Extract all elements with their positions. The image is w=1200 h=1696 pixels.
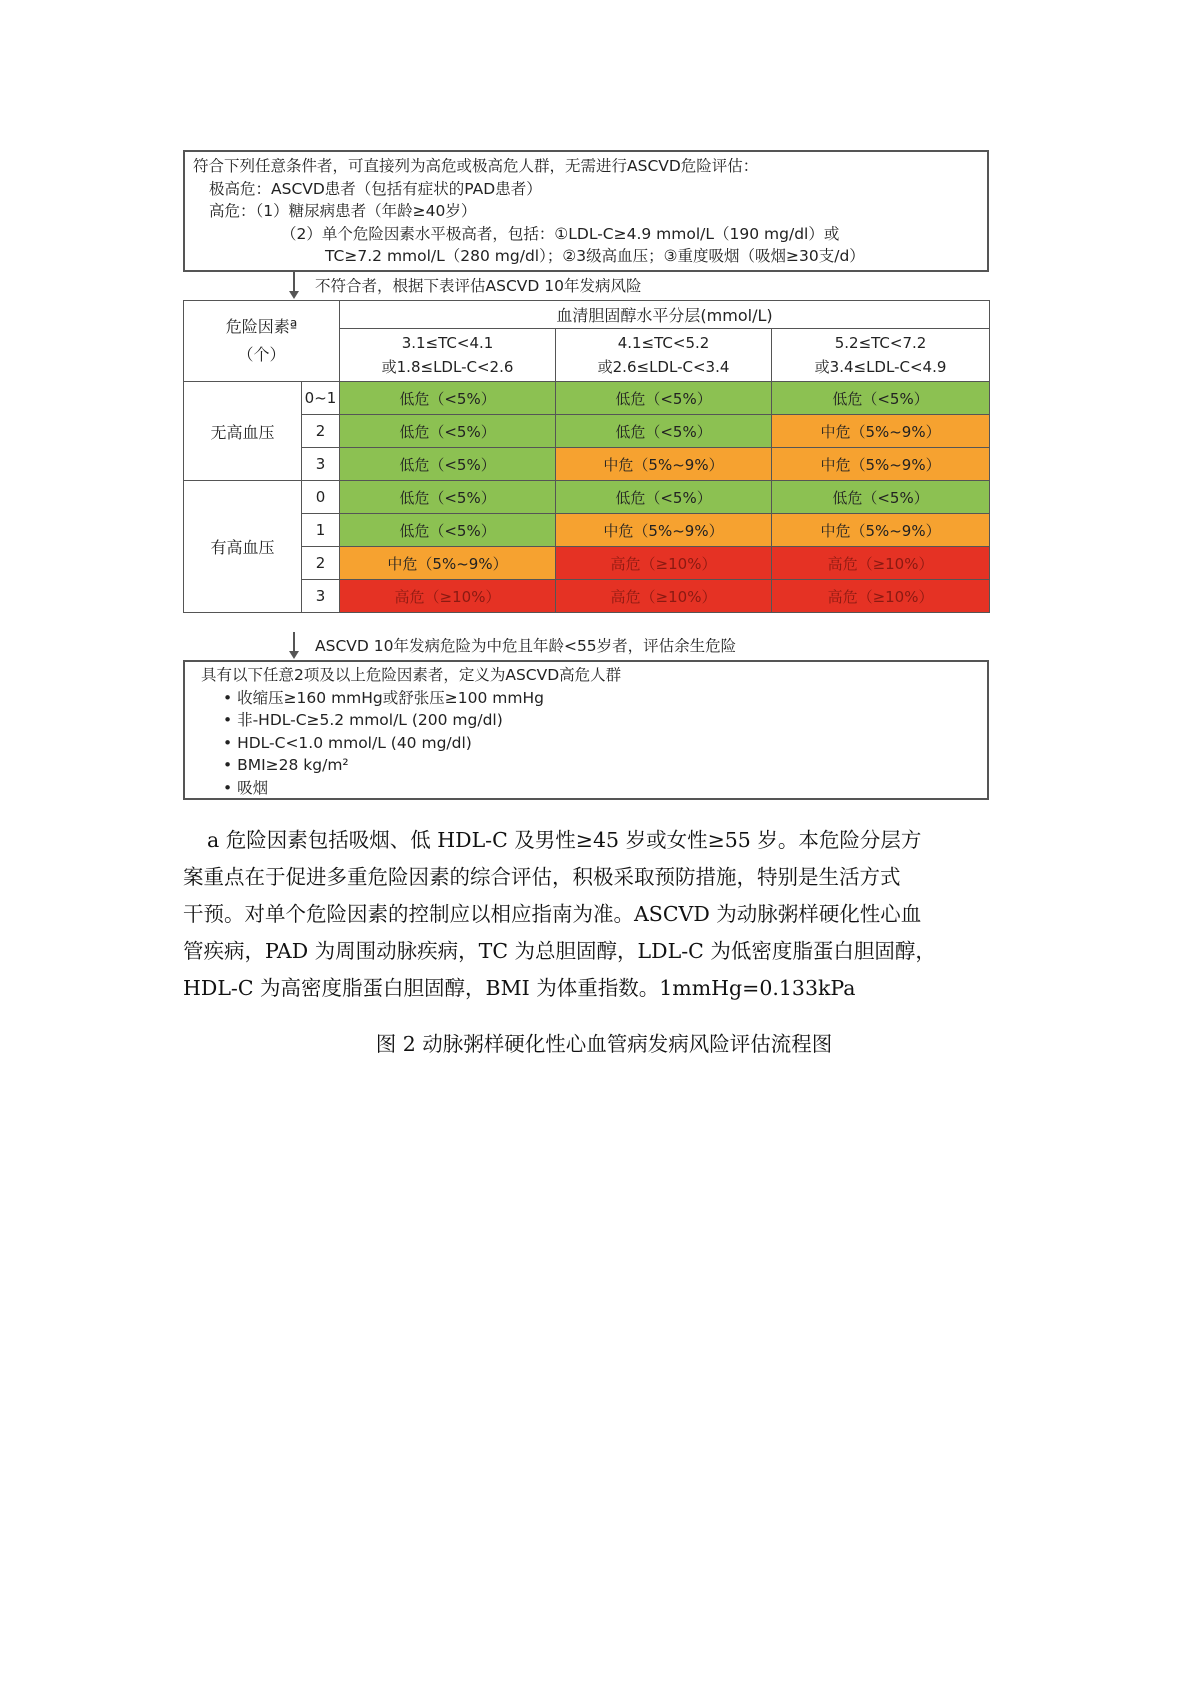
- risk-cell: 高危（≥10%）: [340, 580, 556, 613]
- risk-cell: 低危（<5%）: [340, 448, 556, 481]
- top-box-line-3: 高危：（1）糖尿病患者（年龄≥40岁）: [209, 202, 477, 220]
- risk-factor-header-cell: [184, 301, 340, 382]
- risk-cell: 高危（≥10%）: [556, 580, 772, 613]
- note-line-4: 管疾病，PAD 为周围动脉疾病，TC 为总胆固醇，LDL-C 为低密度脂蛋白胆固醇，: [183, 939, 936, 963]
- cholesterol-header: 血清胆固醇水平分层(mmol/L): [340, 301, 990, 329]
- risk-cell: 低危（<5%）: [340, 481, 556, 514]
- top-box-line-5: TC≥7.2 mmol/L（280 mg/dl）；②3级高血压；③重度吸烟（吸烟≥30支/d）: [325, 247, 865, 265]
- col-header-1: [340, 329, 556, 382]
- high-risk-criteria-box: [183, 660, 989, 800]
- criteria-item: • 收缩压≥160 mmHg或舒张压≥100 mmHg: [223, 688, 544, 707]
- risk-cell: 低危（<5%）: [556, 382, 772, 415]
- risk-count: 2: [302, 415, 340, 448]
- risk-stratification-table: [183, 300, 990, 613]
- note-line-5: HDL-C 为高密度脂蛋白胆固醇，BMI 为体重指数。1mmHg=0.133kPa: [183, 976, 856, 1000]
- top-box-line-2: 极高危：ASCVD患者（包括有症状的PAD患者）: [209, 179, 542, 198]
- note-line-1: a 危险因素包括吸烟、低 HDL-C 及男性≥45 岁或女性≥55 岁。本危险分层方: [207, 828, 922, 852]
- arrow-down-icon: [289, 291, 299, 299]
- criteria-item: • 吸烟: [223, 778, 269, 797]
- risk-count: 0~1: [302, 382, 340, 415]
- connector-text-1: 不符合者，根据下表评估ASCVD 10年发病风险: [315, 277, 642, 295]
- risk-count: 3: [302, 580, 340, 613]
- connector-line-2: [293, 632, 295, 652]
- figure-caption: 图 2 动脉粥样硬化性心血管病发病风险评估流程图: [375, 1032, 833, 1056]
- top-box-line-4: （2）单个危险因素水平极高者，包括：①LDL-C≥4.9 mmol/L（190 mg/dl）或: [281, 224, 840, 243]
- col-header-3-line-2: 或3.4≤LDL-C<4.9: [814, 358, 947, 376]
- connector-text-2: ASCVD 10年发病危险为中危且年龄<55岁者，评估余生危险: [315, 637, 737, 655]
- risk-cell: 中危（5%~9%）: [772, 415, 990, 448]
- group-no-hypertension: 无高血压: [184, 382, 302, 481]
- risk-cell: 低危（<5%）: [556, 481, 772, 514]
- risk-cell: 低危（<5%）: [340, 415, 556, 448]
- criteria-item: • BMI≥28 kg/m²: [223, 756, 349, 774]
- risk-cell: 中危（5%~9%）: [772, 514, 990, 547]
- risk-cell: 低危（<5%）: [772, 481, 990, 514]
- risk-count: 0: [302, 481, 340, 514]
- note-line-2: 案重点在于促进多重危险因素的综合评估，积极采取预防措施，特别是生活方式: [183, 865, 901, 889]
- risk-cell: 低危（<5%）: [340, 514, 556, 547]
- risk-cell: 中危（5%~9%）: [772, 448, 990, 481]
- risk-count: 1: [302, 514, 340, 547]
- col-header-2-line-1: 4.1≤TC<5.2: [617, 334, 710, 352]
- direct-high-risk-box: [183, 150, 989, 272]
- risk-count: 3: [302, 448, 340, 481]
- criteria-item: • 非-HDL-C≥5.2 mmol/L (200 mg/dl): [223, 711, 503, 729]
- col-header-2-line-2: 或2.6≤LDL-C<3.4: [597, 358, 730, 376]
- risk-factor-header: 危险因素ª: [225, 317, 298, 336]
- risk-cell: 低危（<5%）: [556, 415, 772, 448]
- criteria-item: • HDL-C<1.0 mmol/L (40 mg/dl): [223, 733, 472, 752]
- top-box-line-1: 符合下列任意条件者，可直接列为高危或极高危人群，无需进行ASCVD危险评估：: [193, 157, 759, 175]
- col-header-1-line-1: 3.1≤TC<4.1: [401, 334, 494, 352]
- risk-cell: 低危（<5%）: [772, 382, 990, 415]
- figure-note: [183, 822, 1025, 1007]
- risk-cell: 高危（≥10%）: [556, 547, 772, 580]
- risk-cell: 高危（≥10%）: [772, 580, 990, 613]
- col-header-3: [772, 329, 990, 382]
- group-hypertension: 有高血压: [184, 481, 302, 613]
- risk-cell: 低危（<5%）: [340, 382, 556, 415]
- connector-line-1: [293, 272, 295, 292]
- note-line-3: 干预。对单个危险因素的控制应以相应指南为准。ASCVD 为动脉粥样硬化性心血: [183, 902, 922, 926]
- col-header-2: [556, 329, 772, 382]
- col-header-1-line-2: 或1.8≤LDL-C<2.6: [381, 358, 514, 376]
- bottom-box-title: 具有以下任意2项及以上危险因素者，定义为ASCVD高危人群: [201, 666, 622, 684]
- risk-cell: 高危（≥10%）: [772, 547, 990, 580]
- risk-cell: 中危（5%~9%）: [340, 547, 556, 580]
- risk-factor-unit: （个）: [237, 345, 286, 364]
- risk-assessment-figure: [183, 150, 989, 800]
- risk-cell: 中危（5%~9%）: [556, 514, 772, 547]
- risk-cell: 中危（5%~9%）: [556, 448, 772, 481]
- col-header-3-line-1: 5.2≤TC<7.2: [834, 334, 927, 352]
- risk-count: 2: [302, 547, 340, 580]
- arrow-down-icon: [289, 651, 299, 659]
